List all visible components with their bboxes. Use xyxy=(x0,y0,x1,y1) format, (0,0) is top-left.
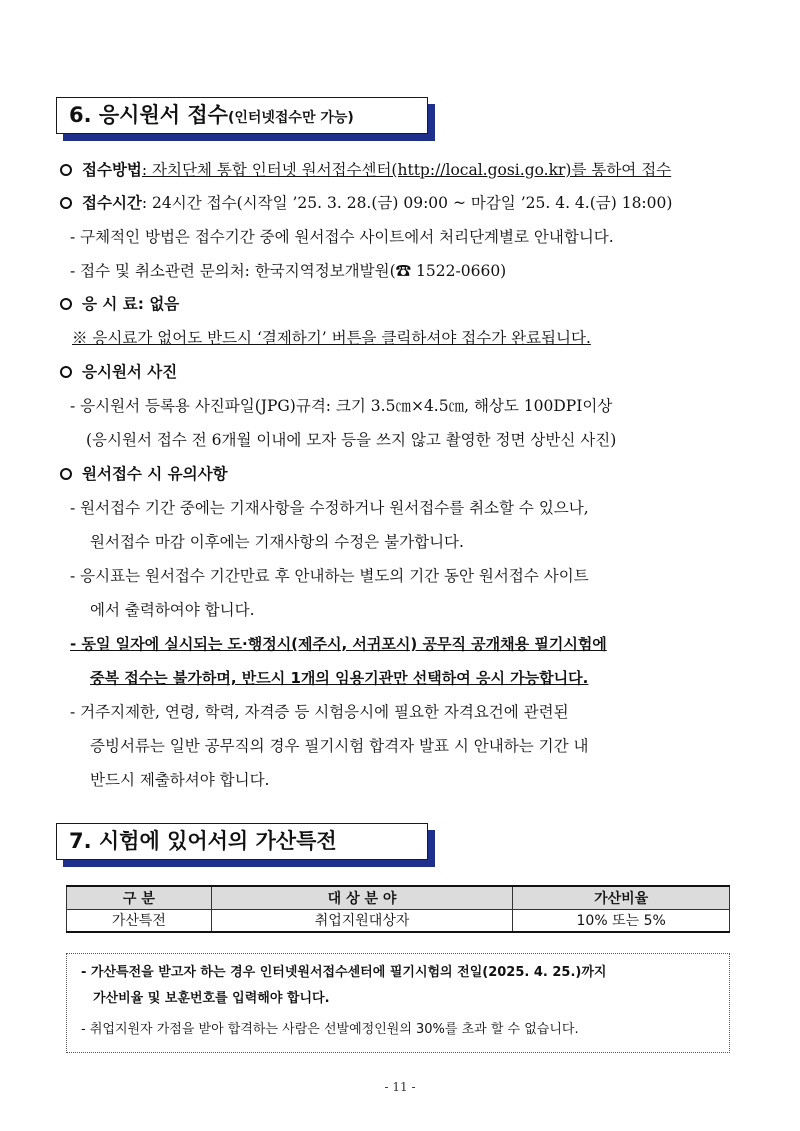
cell-category: 가산특전 xyxy=(67,909,212,932)
time-label: 접수시간 xyxy=(82,194,142,212)
section-7-title: 7. 시험에 있어서의 가산특전 xyxy=(69,829,337,853)
note-1b: 가산비율 및 보훈번호를 입력해야 합니다. xyxy=(93,991,330,1006)
section-7-header xyxy=(56,823,436,867)
section-6-header xyxy=(56,97,436,141)
circle-bullet-icon xyxy=(60,366,72,378)
grant-table xyxy=(66,885,730,933)
section-6-title-box xyxy=(56,97,428,134)
section-7-title-box xyxy=(56,823,428,860)
header-category: 구 분 xyxy=(67,886,212,909)
method-label: 접수방법 xyxy=(82,161,142,179)
caution-1b: 원서접수 마감 이후에는 기재사항의 수정은 불가합니다. xyxy=(90,533,464,551)
circle-bullet-icon xyxy=(60,298,72,310)
circle-bullet-icon xyxy=(60,468,72,480)
time-sub-2: - 접수 및 취소관련 문의처: 한국지역정보개발원(☎ 1522-0660) xyxy=(70,262,507,280)
caution-3b: 중복 접수는 불가하며, 반드시 1개의 임용기관만 선택하여 응시 가능합니다. xyxy=(90,669,589,687)
method-text: : 자치단체 통합 인터넷 원서접수센터(http://local.gosi.go.kr)를 통하여 접수 xyxy=(141,161,672,179)
cell-target: 취업지원대상자 xyxy=(211,909,513,932)
caution-line xyxy=(60,463,750,485)
table-header-row xyxy=(67,886,730,909)
time-text: : 24시간 접수(시작일 ’25. 3. 28.(금) 09:00 ~ 마감일 ’25. 4. 4.(금) 18:00) xyxy=(141,194,673,212)
cell-ratio: 10% 또는 5% xyxy=(513,909,730,932)
header-ratio: 가산비율 xyxy=(513,886,730,909)
time-line xyxy=(60,192,750,214)
photo-line xyxy=(60,361,750,383)
fee-line xyxy=(60,293,750,315)
notes-box xyxy=(66,953,730,1053)
caution-4b: 증빙서류는 일반 공무직의 경우 필기시험 합격자 발표 시 안내하는 기간 내 xyxy=(90,737,589,755)
fee-label: 응 시 료 xyxy=(82,295,138,313)
photo-sub-2: (응시원서 접수 전 6개월 이내에 모자 등을 쓰지 않고 촬영한 정면 상반신 사진) xyxy=(86,431,617,449)
caution-4c: 반드시 제출하셔야 합니다. xyxy=(90,771,270,789)
caution-3a: - 동일 일자에 실시되는 도·행정시(제주시, 서귀포시) 공무직 공개채용 필기시험에 xyxy=(70,635,607,653)
circle-bullet-icon xyxy=(60,197,72,209)
photo-label: 응시원서 사진 xyxy=(82,363,178,381)
method-line xyxy=(60,159,750,181)
page-number: - 11 - xyxy=(384,1080,416,1094)
header-target: 대 상 분 야 xyxy=(211,886,513,909)
caution-label: 원서접수 시 유의사항 xyxy=(82,465,228,483)
photo-sub-1: - 응시원서 등록용 사진파일(JPG)규격: 크기 3.5㎝×4.5㎝, 해상도 100DPI이상 xyxy=(70,397,613,415)
note-2: - 취업지원자 가점을 받아 합격하는 사람은 선발예정인원의 30%를 초과 할 수 없습니다. xyxy=(81,1022,579,1037)
note-1a: - 가산특전을 받고자 하는 경우 인터넷원서접수센터에 필기시험의 전일(2025. 4. 25.)까지 xyxy=(81,965,607,980)
fee-text: : 없음 xyxy=(137,295,180,313)
caution-2a: - 응시표는 원서접수 기간만료 후 안내하는 별도의 기간 동안 원서접수 사이트 xyxy=(70,567,589,585)
table-row xyxy=(67,909,730,932)
time-sub-1: - 구체적인 방법은 접수기간 중에 원서접수 사이트에서 처리단계별로 안내합니다. xyxy=(70,228,614,246)
caution-1a: - 원서접수 기간 중에는 기재사항을 수정하거나 원서접수를 취소할 수 있으나, xyxy=(70,499,589,517)
section-6-subtitle: (인터넷접수만 가능) xyxy=(227,110,354,126)
fee-note: ※ 응시료가 없어도 반드시 ‘결제하기’ 버튼을 클릭하셔야 접수가 완료됩니다. xyxy=(72,329,591,347)
circle-bullet-icon xyxy=(60,164,72,176)
caution-2b: 에서 출력하여야 합니다. xyxy=(90,601,255,619)
section-6-title: 6. 응시원서 접수 xyxy=(69,103,228,127)
caution-4a: - 거주지제한, 연령, 학력, 자격증 등 시험응시에 필요한 자격요건에 관련된 xyxy=(70,703,569,721)
